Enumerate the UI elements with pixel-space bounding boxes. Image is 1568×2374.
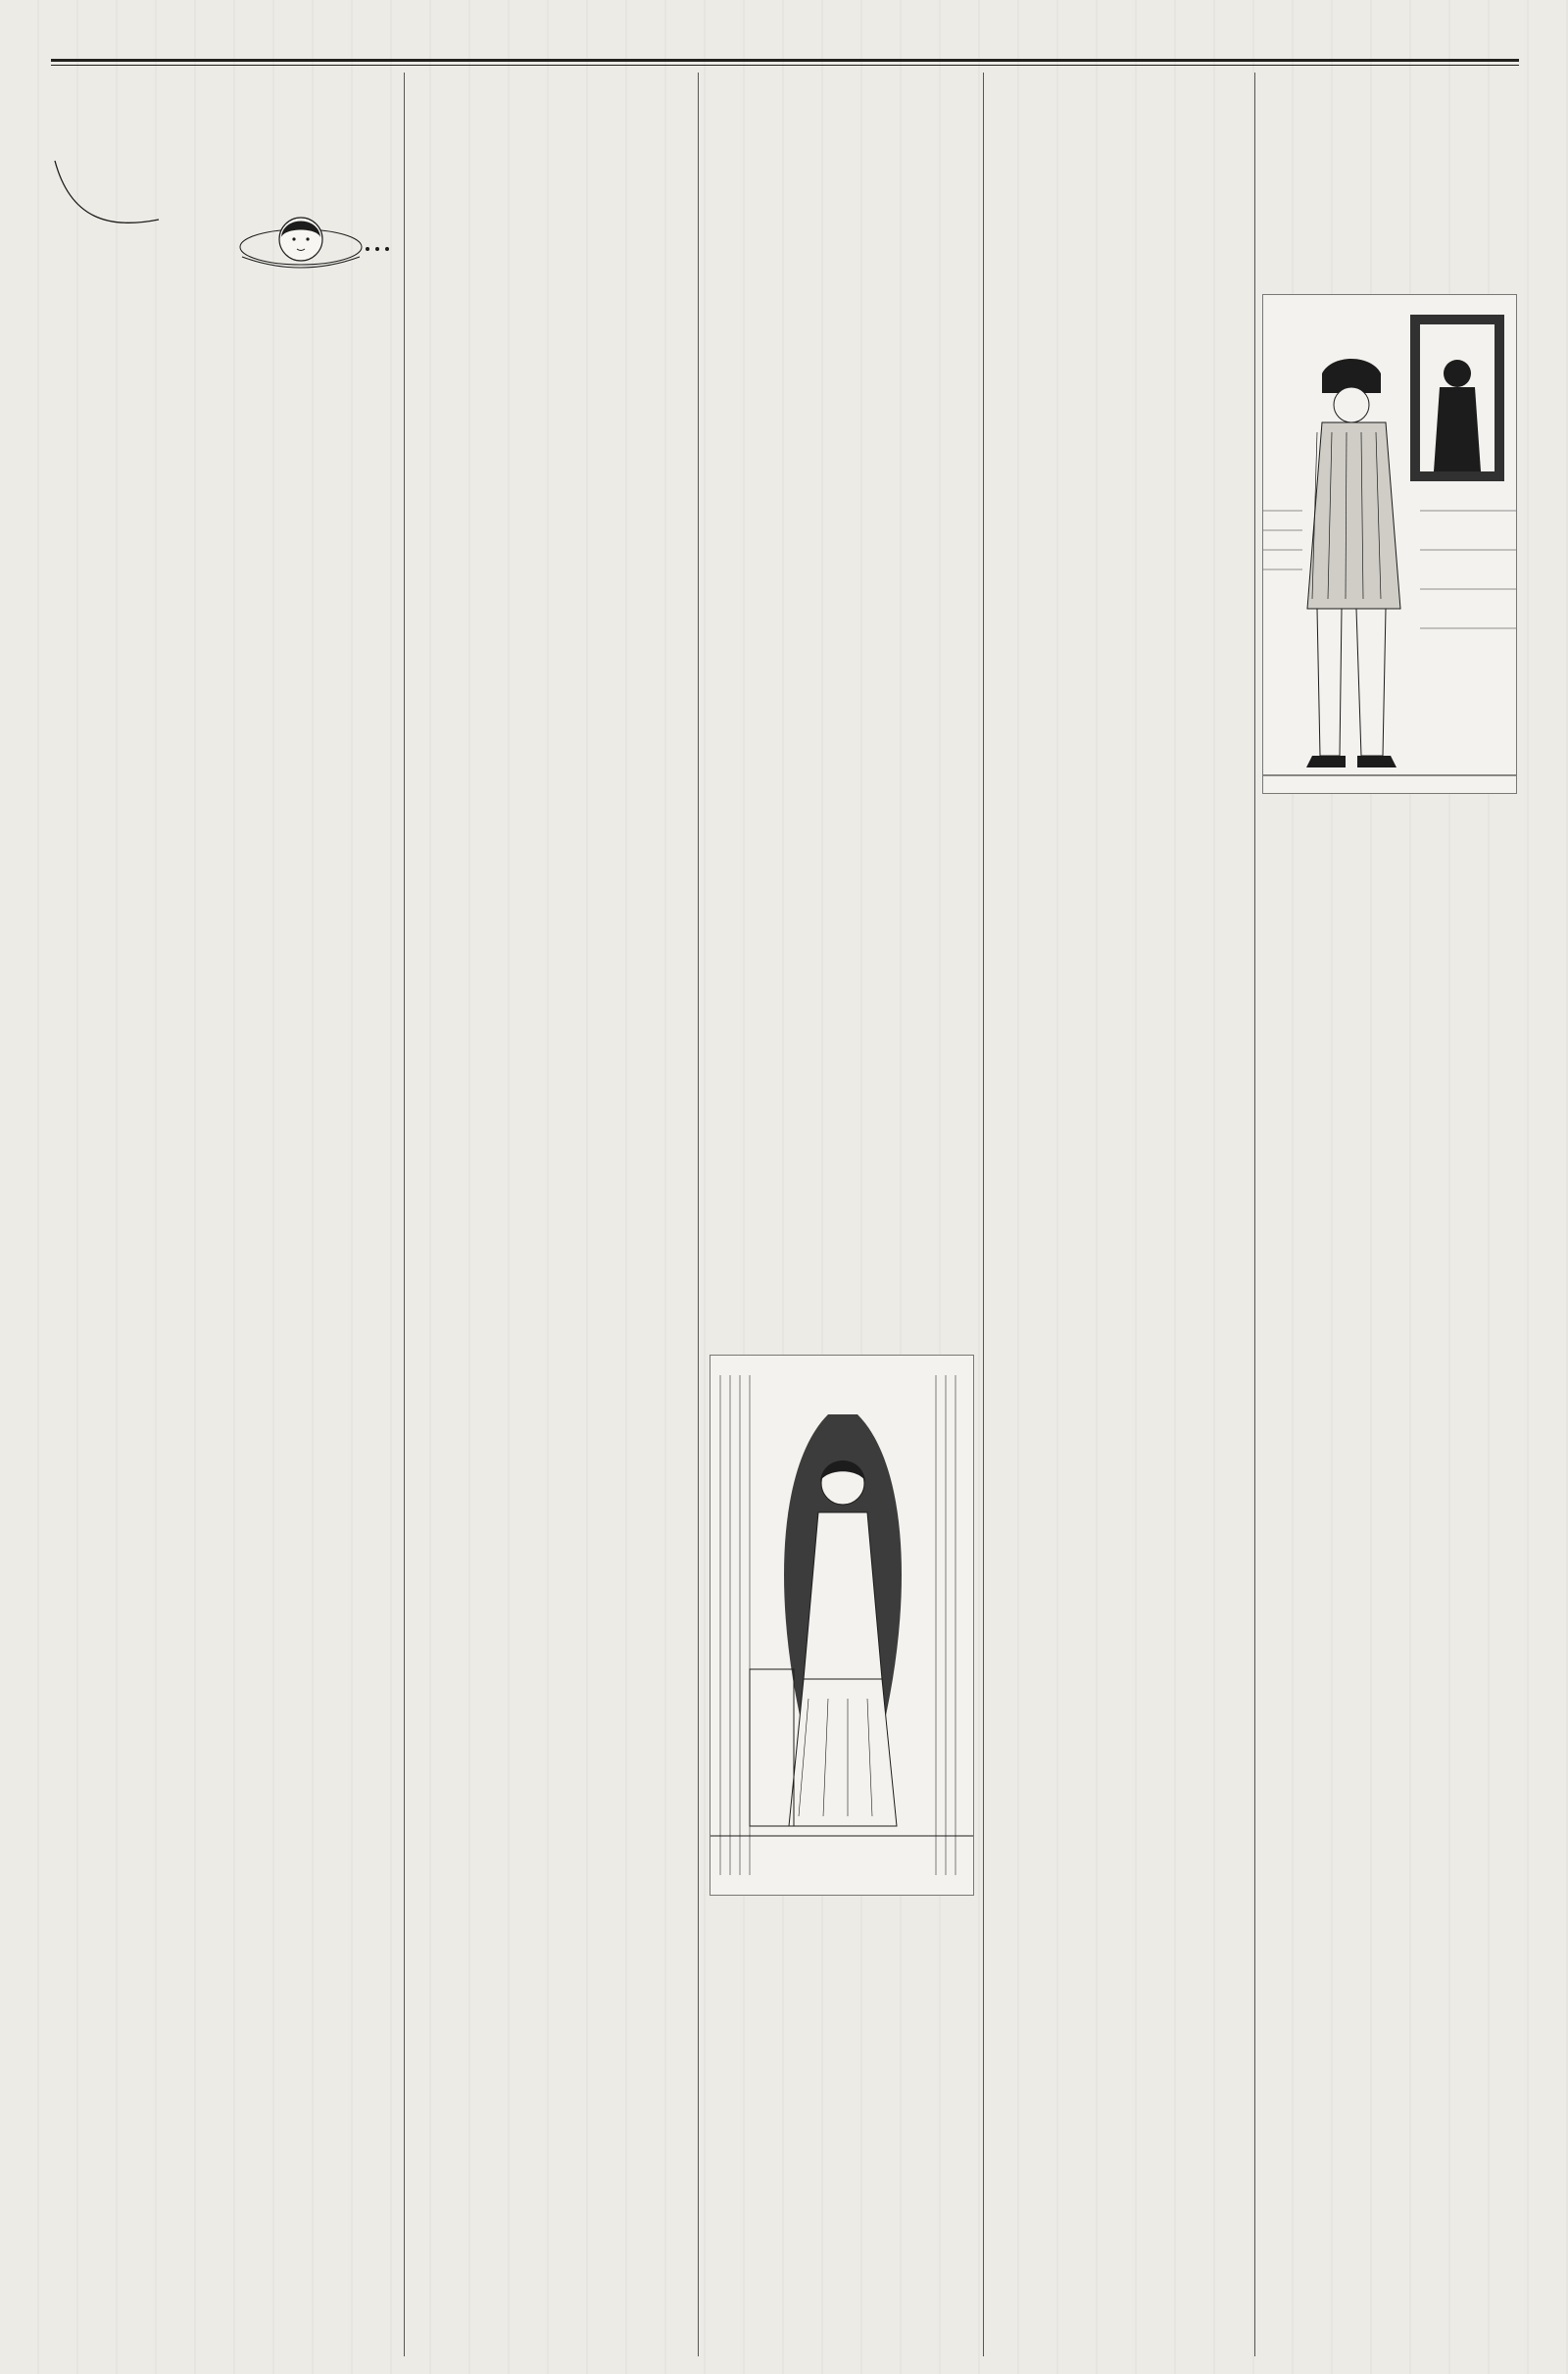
masthead xyxy=(0,0,1568,63)
column-5-middle xyxy=(1262,833,1507,2362)
column-divider xyxy=(983,73,984,2356)
masthead-rule xyxy=(51,59,1519,62)
story-title-block xyxy=(51,73,404,298)
column-3-top xyxy=(706,73,976,1347)
masthead-rule-thin xyxy=(51,65,1519,66)
column-4-left xyxy=(990,73,1249,2362)
column-divider xyxy=(1254,73,1255,2356)
column-divider xyxy=(698,73,699,2356)
column-divider xyxy=(404,73,405,2356)
column-5-top xyxy=(1262,73,1507,288)
title-art xyxy=(51,73,404,298)
column-2 xyxy=(412,73,690,2362)
illustration-ranjab xyxy=(1262,294,1517,794)
column-1 xyxy=(51,294,396,2362)
illustration-lydia xyxy=(710,1355,974,1896)
woman-portrait-ornament xyxy=(240,218,389,268)
title-flourish xyxy=(55,161,159,223)
column-3-bottom xyxy=(706,1929,976,2360)
